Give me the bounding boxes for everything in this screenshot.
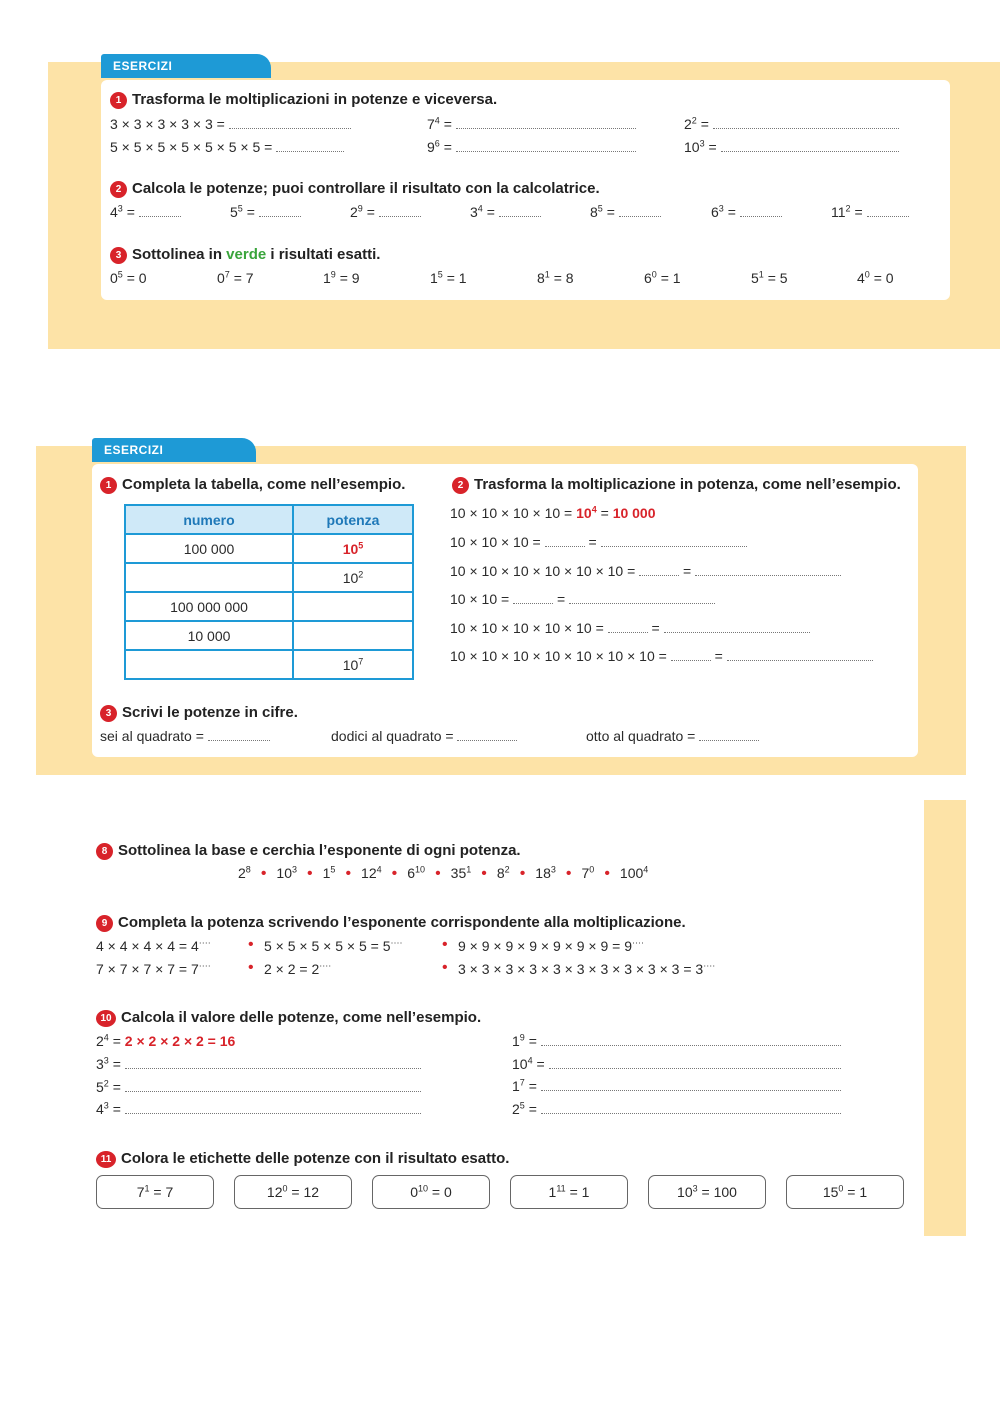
power-value-row: $1^7$ =: [512, 1078, 841, 1094]
power-base: 12: [361, 865, 377, 881]
answer-blank[interactable]: [740, 205, 782, 217]
power-base: 6: [407, 865, 416, 881]
separator-dot: •: [435, 865, 441, 882]
power-exponent: 10: [418, 1183, 429, 1194]
separator-dot: •: [307, 865, 313, 882]
equation-result: 8: [565, 270, 574, 286]
potenza-cell: [293, 650, 413, 679]
power-base: 5: [96, 1078, 104, 1095]
numero-cell[interactable]: [125, 563, 293, 592]
power-base: 5: [751, 270, 759, 286]
answer-blank[interactable]: [457, 729, 517, 741]
equation-item[interactable]: $0^5 = 0$: [110, 269, 147, 286]
s1-ex3-title: 3 Sottolinea in verde i risultati esatti.: [110, 246, 380, 264]
power-item[interactable]: [407, 865, 425, 881]
label-result: 1: [581, 1184, 590, 1200]
s2-ex1-number-badge: 1: [100, 477, 117, 494]
power-item: $6^3$ =: [711, 204, 782, 220]
power-exponent: 3: [692, 1183, 698, 1194]
power-exponent: 0: [282, 1183, 288, 1194]
power-label-button[interactable]: $1^{11} = 1$: [510, 1175, 628, 1209]
equation-result: 7: [245, 270, 254, 286]
answer-blank[interactable]: [456, 140, 636, 152]
s1-ex1-title: [110, 91, 497, 109]
s2-ex3-title: [100, 704, 298, 722]
power-base: 7: [581, 865, 590, 881]
power-base: 4: [857, 270, 865, 286]
power-exponent: 4: [477, 203, 483, 214]
power-exponent: 4: [527, 1054, 533, 1065]
power-exponent: 5: [330, 864, 336, 875]
answer-blank[interactable]: [569, 592, 715, 604]
power-exponent: 0: [838, 1183, 844, 1194]
power-base: 10: [342, 540, 359, 557]
s1-ex1-row2-b: $9^6$ =: [427, 139, 636, 155]
numero-potenza-table: [124, 504, 414, 680]
power-base: 6: [711, 204, 719, 220]
power-value-row: $10^4$ =: [512, 1056, 841, 1072]
s2-ex2-title: [452, 476, 901, 494]
power-item[interactable]: [497, 865, 510, 881]
s3-ex11-title: [96, 1150, 509, 1168]
potenza-cell: [293, 534, 413, 563]
multiplication-text: 10 × 10 × 10 × 10 × 10 =: [450, 619, 604, 636]
multiplication-text: 10 × 10 × 10 × 10 × 10 × 10 =: [450, 562, 636, 579]
s2-ex1-title-text: Completa la tabella, come nell’esempio.: [122, 476, 406, 493]
potenza-cell[interactable]: [293, 592, 413, 621]
s1-ex1-row2-a: 5 × 5 × 5 × 5 × 5 × 5 × 5 =: [110, 139, 344, 155]
power-base: 10: [342, 656, 359, 673]
s2-ex2-number-badge: 2: [452, 477, 469, 494]
power-base: 15: [822, 1184, 839, 1200]
power-exponent: 7: [224, 269, 230, 280]
s1-ex1-row1-a: 3 × 3 × 3 × 3 × 3 =: [110, 116, 351, 132]
s3-ex9-r1-c: 9 × 9 × 9 × 9 × 9 × 9 × 9 = 9····: [458, 937, 644, 954]
s3-ex8-title-text: Sottolinea la base e cerchia l’esponente di ogni potenza.: [118, 842, 521, 859]
power-base: 10: [276, 865, 292, 881]
answer-blank[interactable]: [259, 205, 301, 217]
multiplication-row: 10 × 10 × 10 × 10 × 10 × 10 × 10 = =: [450, 648, 873, 664]
s3-ex9-title-text: Completa la potenza scrivendo l’esponente corrispondente alla moltiplicazione.: [118, 914, 686, 931]
answer-blank[interactable]: [208, 729, 270, 741]
table-row: [125, 621, 413, 650]
power-exponent: 4: [643, 864, 649, 875]
equation-item[interactable]: $1^9 = 9$: [323, 269, 360, 286]
answer-blank[interactable]: [545, 535, 585, 547]
multiplication-text: 10 × 10 × 10 × 10 × 10 × 10 × 10 =: [450, 648, 667, 664]
power-base: 5: [230, 204, 238, 220]
separator-dot: •: [260, 865, 267, 882]
power-exponent: 3: [292, 864, 298, 875]
table-row: [125, 650, 413, 679]
answer-blank[interactable]: [713, 117, 899, 129]
answer-blank[interactable]: [727, 649, 873, 661]
equation-result: 1: [458, 270, 467, 286]
power-item[interactable]: [276, 865, 297, 881]
numero-cell[interactable]: [125, 650, 293, 679]
answer-blank[interactable]: [867, 205, 909, 217]
separator-dot: •: [604, 865, 610, 882]
equation-result: 0: [138, 270, 147, 286]
table-header-potenza: potenza: [293, 505, 413, 534]
table-row: [125, 563, 413, 592]
s3-ex11-title-text: Colora le etichette delle potenze con il risultato esatto.: [121, 1150, 510, 1167]
power-exponent: 3: [103, 1055, 109, 1066]
power-exponent: 2: [103, 1077, 109, 1088]
power-exponent: 9: [357, 203, 363, 214]
power-value-row: $5^2$ =: [96, 1079, 421, 1095]
power-exponent: 8: [245, 864, 251, 875]
power-base: 3: [96, 1056, 104, 1072]
green-word: verde: [226, 246, 267, 263]
s1-ex1-row1-c: $2^2$ =: [684, 116, 899, 132]
power-exponent: 1: [466, 864, 472, 875]
potenza-cell[interactable]: [293, 621, 413, 650]
answer-blank[interactable]: [721, 140, 899, 152]
multiplication-text: 10 × 10 =: [450, 591, 510, 607]
power-item[interactable]: [620, 865, 648, 881]
answer-blank[interactable]: [601, 535, 747, 547]
power-exponent: 9: [519, 1032, 525, 1043]
s1-ex2-title-text: Calcola le potenze; puoi controllare il risultato con la calcolatrice.: [132, 180, 600, 197]
s3-ex9-bullet: •: [442, 936, 448, 953]
power-exponent: 3: [117, 203, 123, 214]
power-base: 2: [238, 865, 246, 881]
power-item[interactable]: [582, 865, 595, 881]
s2-ex3-number-badge: 3: [100, 705, 117, 722]
answer-blank[interactable]: [664, 621, 810, 633]
power-base: 11: [831, 204, 846, 220]
power-base: 1: [322, 865, 331, 881]
power-exponent: 0: [864, 269, 870, 280]
s3-ex9-number-badge: 9: [96, 915, 113, 932]
table-row: [125, 534, 413, 563]
power-value-row: $1^9$ =: [512, 1033, 841, 1049]
power-exponent: 2: [504, 864, 510, 875]
power-base: 6: [644, 270, 652, 286]
power-base: 0: [410, 1184, 418, 1200]
power-exponent: 7: [358, 655, 364, 666]
equation-item[interactable]: $6^0 = 1$: [644, 269, 681, 286]
power-base: 10: [677, 1184, 693, 1200]
multiplication-row: 10 × 10 × 10 × 10 × 10 × 10 = =: [450, 563, 841, 579]
s3-ex9-title: [96, 914, 686, 932]
equation-item[interactable]: $4^0 = 0$: [857, 269, 894, 286]
label-result: 0: [443, 1184, 452, 1200]
power-item: $3^4$ =: [470, 204, 541, 220]
multiplication-row: 10 × 10 × 10 = =: [450, 534, 747, 550]
answer-blank[interactable]: [125, 1057, 421, 1069]
s3-ex9-r2-a: 7 × 7 × 7 × 7 = 7····: [96, 960, 211, 977]
answer-blank[interactable]: [379, 205, 421, 217]
power-exponent: 2: [358, 568, 364, 579]
s3-ex8-items: [238, 865, 648, 883]
s3-ex11-number-badge: 11: [96, 1151, 116, 1168]
power-label-button[interactable]: $10^3 = 100$: [648, 1175, 766, 1209]
label-result: 12: [303, 1184, 320, 1200]
equation-result: 9: [351, 270, 360, 286]
power-base: 100: [619, 865, 644, 881]
power-item: $11^2$ =: [831, 204, 909, 220]
power-label-button[interactable]: $7^1 = 7$: [96, 1175, 214, 1209]
table-row: [125, 592, 413, 621]
power-exponent: 5: [117, 269, 123, 280]
s3-ex10-title: [96, 1009, 481, 1027]
numero-cell: 10 000: [125, 621, 293, 650]
power-label-button[interactable]: $0^{10} = 0$: [372, 1175, 490, 1209]
power-exponent: 9: [330, 269, 336, 280]
table-header-row: [125, 505, 413, 534]
power-base: 18: [535, 865, 551, 881]
separator-dot: •: [519, 865, 526, 882]
power-exponent: 1: [544, 269, 550, 280]
power-exponent: 2: [845, 203, 851, 214]
power-base: 1: [430, 270, 438, 286]
s2-ex3-item-3: otto al quadrato =: [586, 728, 759, 744]
power-exponent: 11: [556, 1183, 566, 1194]
s1-ex3-number-badge: 3: [110, 247, 127, 264]
s1-ex2-title: [110, 180, 600, 198]
answer-blank[interactable]: [276, 140, 344, 152]
equation-result: 1: [672, 270, 681, 286]
power-base: 12: [266, 1184, 283, 1200]
s2-ex2-title-text: Trasforma la moltiplicazione in potenza, come nell’esempio.: [474, 476, 901, 493]
answer-blank[interactable]: [456, 117, 636, 129]
equation-item[interactable]: $1^5 = 1$: [430, 269, 467, 286]
power-item: $2^9$ =: [350, 204, 421, 220]
s3-ex9-r1-b: 5 × 5 × 5 × 5 × 5 = 5····: [264, 937, 403, 954]
s3-ex9-bullet: •: [248, 936, 254, 953]
power-exponent: 5: [237, 203, 243, 214]
equation-item[interactable]: $5^1 = 5$: [751, 269, 788, 286]
label-result: 100: [713, 1184, 737, 1200]
answer-blank[interactable]: [499, 205, 541, 217]
answer-blank[interactable]: [619, 205, 661, 217]
separator-dot: •: [345, 865, 352, 882]
power-value-row: $3^3$ =: [96, 1056, 421, 1072]
s3-ex9-r1-a: 4 × 4 × 4 × 4 = 4····: [96, 937, 211, 954]
s1-ex1-number-badge: 1: [110, 92, 127, 109]
power-item[interactable]: [238, 865, 251, 881]
s3-ex10-title-text: Calcola il valore delle potenze, come nell’esempio.: [121, 1009, 482, 1026]
power-base: 8: [590, 204, 598, 220]
section3-side-band: [924, 800, 966, 1236]
power-base: 8: [537, 270, 545, 286]
power-exponent: 3: [718, 203, 724, 214]
answer-blank[interactable]: [229, 117, 351, 129]
power-exponent: 3: [550, 864, 556, 875]
s2-ex3-item-2: dodici al quadrato =: [331, 728, 517, 744]
power-base: 0: [110, 270, 118, 286]
section1-tag: ESERCIZI: [101, 54, 271, 78]
power-base: 8: [496, 865, 505, 881]
power-exponent: 3: [103, 1100, 109, 1111]
answer-blank[interactable]: [608, 621, 648, 633]
power-exponent: 5: [597, 203, 603, 214]
power-exponent: 7: [519, 1077, 525, 1088]
s1-ex1-row1-b: $7^4$ =: [427, 116, 636, 132]
power-item: $4^3$ =: [110, 204, 181, 220]
s3-ex10-example: $2^4 = 2 \times 2 \times 2 \times 2 = 16$: [96, 1032, 236, 1049]
separator-dot: •: [481, 865, 487, 882]
answer-blank[interactable]: [639, 564, 679, 576]
power-base: 2: [512, 1100, 520, 1117]
power-base: 10: [512, 1055, 528, 1072]
power-item[interactable]: [451, 865, 472, 881]
multiplication-row: 10 × 10 × 10 × 10 × 10 = =: [450, 620, 810, 636]
power-item: $8^5$ =: [590, 204, 661, 220]
answer-blank[interactable]: [695, 564, 841, 576]
power-base: 7: [136, 1184, 145, 1200]
answer-blank[interactable]: [513, 592, 553, 604]
power-label-button[interactable]: $15^0 = 1$: [786, 1175, 904, 1209]
power-item: $5^5$ =: [230, 204, 301, 220]
section2-tag: ESERCIZI: [92, 438, 256, 462]
power-base: 1: [512, 1078, 520, 1094]
power-base: 1: [323, 270, 331, 286]
power-exponent: 1: [758, 269, 764, 280]
power-base: 1: [548, 1184, 557, 1200]
power-base: 3: [470, 204, 478, 220]
s2-ex1-title: [100, 476, 405, 494]
equation-item[interactable]: $8^1 = 8$: [537, 269, 574, 286]
label-result: 1: [859, 1184, 868, 1200]
power-base: 35: [450, 865, 467, 881]
power-base: 2: [350, 204, 358, 220]
separator-dot: •: [565, 865, 572, 882]
table-header-numero: numero: [125, 505, 293, 534]
s1-ex1-row2-c: $10^3$ =: [684, 139, 899, 155]
s3-ex9-r2-c: 3 × 3 × 3 × 3 × 3 × 3 × 3 × 3 × 3 × 3 = 3····: [458, 960, 716, 977]
power-value-row: $2^5$ =: [512, 1101, 841, 1117]
power-base: 1: [512, 1033, 520, 1049]
separator-dot: •: [391, 865, 398, 882]
power-exponent: 0: [651, 269, 657, 280]
s1-ex1-title-text: Trasforma le moltiplicazioni in potenze e viceversa.: [132, 91, 498, 108]
power-base: 0: [217, 270, 225, 286]
answer-blank[interactable]: [541, 1079, 841, 1091]
power-exponent: 4: [376, 864, 382, 875]
equation-result: 5: [779, 270, 788, 286]
s3-ex9-bullet: •: [248, 959, 254, 976]
equation-result: 0: [885, 270, 894, 286]
label-result: 7: [165, 1184, 174, 1200]
s2-ex3-title-text: Scrivi le potenze in cifre.: [122, 704, 298, 721]
numero-cell: 100 000: [125, 534, 293, 563]
answer-blank[interactable]: [125, 1102, 421, 1114]
answer-blank[interactable]: [541, 1102, 841, 1114]
numero-cell: 100 000 000: [125, 592, 293, 621]
power-exponent: 5: [437, 269, 443, 280]
power-item[interactable]: [323, 865, 336, 881]
equation-item[interactable]: $0^7 = 7$: [217, 269, 254, 286]
answer-blank[interactable]: [549, 1057, 841, 1069]
answer-blank[interactable]: [671, 649, 711, 661]
answer-blank[interactable]: [139, 205, 181, 217]
s2-ex3-item-1: sei al quadrato =: [100, 728, 270, 744]
multiplication-row: 10 × 10 = =: [450, 591, 715, 607]
multiplication-text: 10 × 10 × 10 =: [450, 534, 541, 550]
s3-ex10-number-badge: 10: [96, 1010, 116, 1027]
power-exponent: 5: [519, 1099, 525, 1110]
s3-ex8-number-badge: 8: [96, 843, 113, 860]
power-label-button[interactable]: $12^0 = 12$: [234, 1175, 352, 1209]
power-exponent: 5: [358, 539, 364, 550]
power-exponent: 10: [415, 864, 426, 875]
power-base: 4: [110, 204, 118, 220]
s3-ex9-r2-b: 2 × 2 = 2····: [264, 960, 332, 977]
power-base: 4: [96, 1101, 104, 1117]
power-value-row: $4^3$ =: [96, 1101, 421, 1117]
potenza-cell: [293, 563, 413, 592]
s2-ex2-example: $10 \times 10 \times 10 \times 10 = 10^4 = 10$ 000: [450, 504, 656, 521]
power-item[interactable]: [361, 865, 382, 881]
power-exponent: 0: [589, 864, 595, 875]
s1-ex2-number-badge: 2: [110, 181, 127, 198]
s3-ex8-title: [96, 842, 521, 860]
answer-blank[interactable]: [125, 1080, 421, 1092]
answer-blank[interactable]: [541, 1034, 841, 1046]
answer-blank[interactable]: [699, 729, 759, 741]
power-exponent: 1: [144, 1183, 150, 1194]
s3-ex9-bullet: •: [442, 959, 448, 976]
power-item[interactable]: [535, 865, 556, 881]
power-base: 10: [342, 569, 359, 586]
